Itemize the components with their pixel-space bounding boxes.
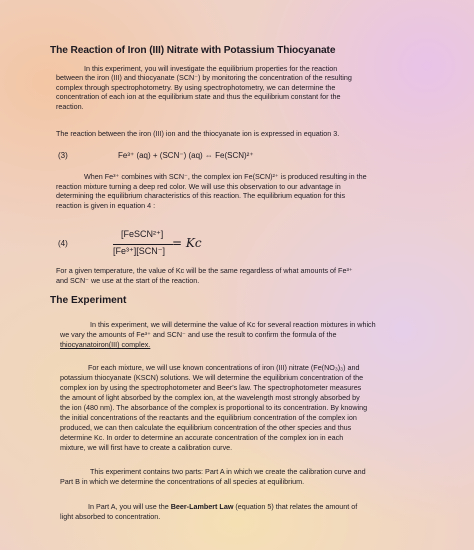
intro-line-5: reaction. [56, 102, 84, 111]
experiment-line-1: In this experiment, we will determine the value of Kc for several reaction mixtures in which [90, 320, 376, 329]
fraction-denominator: [Fe³⁺][SCN⁻] [113, 246, 166, 256]
document-title: The Reaction of Iron (III) Nitrate with Potassium Thiocyanate [50, 45, 336, 56]
mixture-line-3: complex ion by using the spectrophotometer and Beer's law. The spectrophotometer measures [60, 383, 362, 392]
experiment-line-3: thiocyanatoiron(III) complex. [60, 340, 151, 349]
mixture-line-9: mixture, we will first have to create a calibration curve. [60, 443, 233, 452]
eq3-equation: Fe³⁺ (aq) + (SCN⁻) (aq) ⇔ Fe(SCN)²⁺ [118, 151, 254, 160]
mixture-line-6: the initial concentrations of the reactants and the equilibrium concentration of the complex ion [60, 413, 357, 422]
mixture-line-8: determine Kc. In order to determine an accurate concentration of the complex ion in each [60, 433, 344, 442]
parta-line-1 [88, 502, 357, 511]
eq3-number: (3) [58, 151, 68, 160]
experiment-line-2: we vary the amounts of Fe³⁺ and SCN⁻ and use the result to confirm the formula of the [60, 330, 337, 339]
fraction-bar [113, 244, 173, 245]
parta-text-after: (equation 5) that relates the amount of [233, 502, 358, 511]
intro-line-4: concentration of each ion at the equilibrium state and thus the equilibrium constant for the [56, 92, 341, 101]
color-line-2: reaction mixture turning a deep red color. We will use this observation to our advantage in [56, 182, 341, 191]
intro-line-1: In this experiment, you will investigate the equilibrium properties for the reaction [84, 64, 338, 73]
parta-line-2: light absorbed to concentration. [60, 512, 161, 521]
intro-line-3: complex through spectrophotometry. By using spectrophotometry, we can determine the [56, 83, 336, 92]
beer-lambert-law: Beer-Lambert Law [170, 502, 234, 511]
reaction-intro: The reaction between the iron (III) ion and the thiocyanate ion is expressed in equation 3. [56, 129, 340, 138]
equilibrium-constant-symbol: = Kc [172, 236, 202, 250]
parts-line-1: This experiment contains two parts: Part A in which we create the calibration curve and [90, 467, 366, 476]
mixture-line-1: For each mixture, we will use known concentrations of iron (III) nitrate (Fe(NO₃)₃) and [88, 363, 360, 372]
fraction-numerator: [FeSCN²⁺] [121, 229, 164, 239]
mixture-line-4: the amount of light absorbed by the complex ion, at the wavelength most strongly absorbed by [60, 393, 360, 402]
experiment-heading: The Experiment [50, 295, 127, 306]
temp-line-2: and SCN⁻ we use at the start of the reaction. [56, 276, 200, 285]
parts-line-2: Part B in which we determine the concentrations of all species at equilibrium. [60, 477, 305, 486]
eq4-number: (4) [58, 239, 68, 248]
mixture-line-5: the ion (480 nm). The absorbance of the complex is proportional to its concentration. By knowing [60, 403, 368, 412]
color-line-3: determining the equilibrium characteristics of this reaction. The equilibrium equation for this [56, 191, 346, 200]
mixture-line-2: potassium thiocyanate (KSCN) solutions. We will determine the equilibrium concentration of the [60, 373, 364, 382]
parta-text-before: In Part A, you will use the [88, 502, 171, 511]
intro-line-2: between the iron (III) and thiocyanate (SCN⁻) by monitoring the concentration of the resulting [56, 73, 352, 82]
mixture-line-7: produced, we can then calculate the equilibrium concentration of the other species and thus [60, 423, 352, 432]
temp-line-1: For a given temperature, the value of Kc will be the same regardless of what amounts of Fe³⁺ [56, 266, 353, 275]
color-line-4: reaction is given in equation 4 : [56, 201, 156, 210]
color-line-1: When Fe³⁺ combines with SCN⁻, the complex ion Fe(SCN)²⁺ is produced resulting in the [84, 172, 367, 181]
